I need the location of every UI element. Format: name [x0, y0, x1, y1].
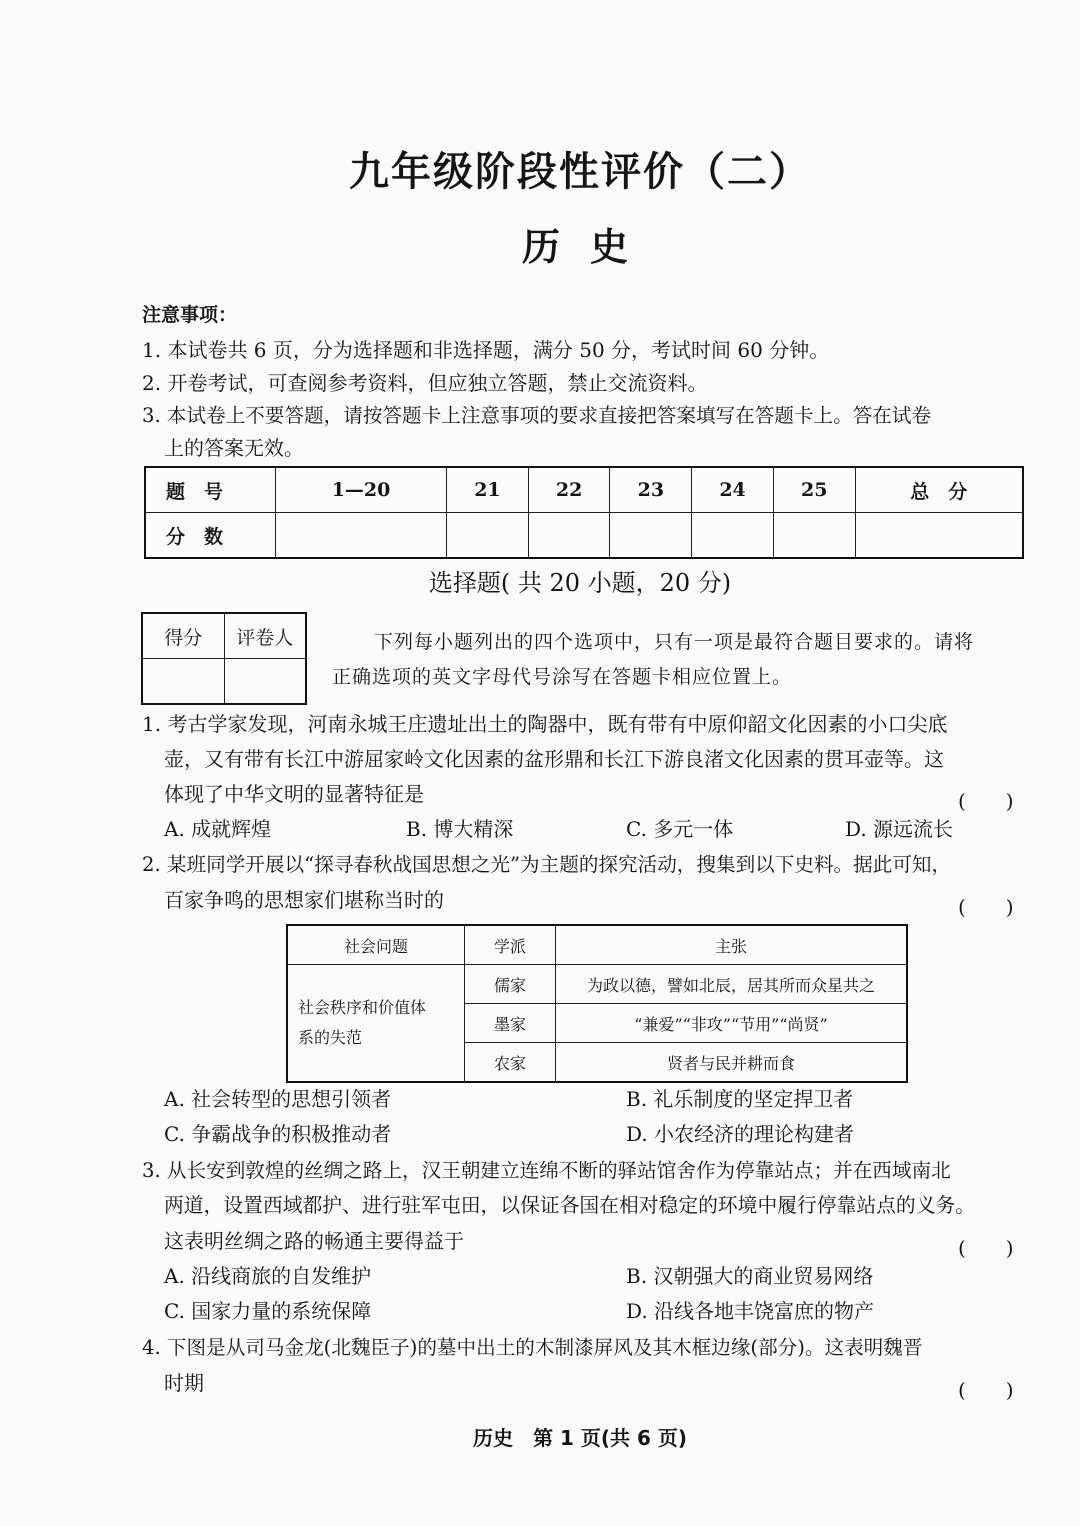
social-issue-line: 社会秩序和价值体	[298, 998, 427, 1017]
score-cell	[610, 513, 692, 559]
score-header-cell: 1—20	[276, 467, 447, 513]
option-a: A. 成就辉煌	[164, 817, 272, 841]
score-cell	[855, 513, 1023, 559]
notice-item: 2. 开卷考试，可查阅参考资料，但应独立答题，禁止交流资料。	[142, 371, 708, 395]
option-a: A. 沿线商旅的自发维护	[164, 1264, 372, 1288]
section-instruction: 正确选项的英文字母代号涂写在答题卡相应位置上。	[332, 666, 793, 688]
question-2-line: 2. 某班同学开展以“探寻春秋战国思想之光”为主题的探究活动，搜集到以下史料。据此可知，	[142, 853, 952, 876]
score-header-cell: 题 号	[145, 467, 276, 513]
option-b: B. 汉朝强大的商业贸易网络	[626, 1264, 874, 1288]
option-c: C. 国家力量的系统保障	[164, 1299, 372, 1323]
score-cell	[773, 513, 855, 559]
question-3-line: 两道，设置西域都护、进行驻军屯田，以保证各国在相对稳定的环境中履行停靠站点的义务。	[164, 1194, 976, 1217]
answer-paren: ( )	[958, 789, 1014, 813]
question-3-line: 这表明丝绸之路的畅通主要得益于	[164, 1229, 464, 1253]
question-1-line: 1. 考古学家发现，河南永城王庄遗址出土的陶器中，既有带有中原仰韶文化因素的小口尖底	[142, 712, 948, 736]
option-b: B. 博大精深	[406, 817, 514, 841]
grader-header: 得分	[142, 613, 224, 659]
question-3-line: 3. 从长安到敦煌的丝绸之路上，汉王朝建立连绵不断的驿站馆舍作为停靠站点；并在西域南北	[142, 1159, 951, 1182]
social-issue-cell	[287, 965, 465, 1083]
score-cell	[276, 513, 447, 559]
question-4-line: 4. 下图是从司马金龙(北魏臣子)的墓中出土的木制漆屏风及其木框边缘(部分)。这表明魏晋	[142, 1336, 923, 1359]
grader-cell	[224, 659, 306, 705]
school-cell: 农家	[465, 1043, 556, 1083]
view-cell: 为政以德，譬如北辰，居其所而众星共之	[556, 965, 908, 1004]
page-footer: 历史 第 1 页(共 6 页)	[473, 1426, 687, 1450]
score-cell	[528, 513, 610, 559]
option-d: D. 沿线各地丰饶富庶的物产	[626, 1299, 875, 1323]
view-cell: “兼爱”“非攻”“节用”“尚贤”	[556, 1004, 908, 1043]
score-cell	[447, 513, 529, 559]
score-header-cell: 24	[692, 467, 774, 513]
question-2-line: 百家争鸣的思想家们堪称当时的	[164, 888, 444, 912]
thinkers-header: 社会问题	[287, 925, 465, 965]
notice-item: 上的答案无效。	[164, 436, 304, 460]
notice-item: 3. 本试卷上不要答题，请按答题卡上注意事项的要求直接把答案填写在答题卡上。答在试卷	[142, 404, 932, 427]
question-1-line: 壶，又有带有长江中游屈家岭文化因素的盆形鼎和长江下游良渚文化因素的贯耳壶等。这	[164, 747, 944, 771]
thinkers-table	[286, 924, 908, 1083]
score-header-cell: 25	[773, 467, 855, 513]
answer-paren: ( )	[958, 1236, 1014, 1260]
option-b: B. 礼乐制度的坚定捍卫者	[626, 1087, 854, 1111]
score-header-cell: 总 分	[855, 467, 1023, 513]
grader-header: 评卷人	[224, 613, 306, 659]
question-1-line: 体现了中华文明的显著特征是	[164, 782, 424, 806]
option-c: C. 争霸战争的积极推动者	[164, 1122, 392, 1146]
grader-table	[141, 612, 307, 705]
thinkers-header: 学派	[465, 925, 556, 965]
answer-paren: ( )	[958, 1378, 1014, 1402]
score-header-cell: 23	[610, 467, 692, 513]
thinkers-header: 主张	[556, 925, 908, 965]
question-4-line: 时期	[164, 1371, 204, 1395]
option-d: D. 源远流长	[845, 817, 954, 841]
score-header-cell: 21	[447, 467, 529, 513]
notice-heading: 注意事项：	[142, 304, 238, 326]
section-instruction: 下列每小题列出的四个选项中，只有一项是最符合题目要求的。请将	[374, 631, 975, 653]
section-title: 选择题( 共 20 小题，20 分)	[428, 569, 732, 597]
view-cell: 贤者与民并耕而食	[556, 1043, 908, 1083]
score-cell	[692, 513, 774, 559]
grader-cell	[142, 659, 224, 705]
option-d: D. 小农经济的理论构建者	[626, 1122, 855, 1146]
subject-title: 历史	[521, 225, 658, 269]
option-a: A. 社会转型的思想引领者	[164, 1087, 392, 1111]
answer-paren: ( )	[958, 895, 1014, 919]
score-table	[144, 466, 1024, 559]
exam-title: 九年级阶段性评价（二）	[349, 149, 811, 195]
score-header-cell: 22	[528, 467, 610, 513]
social-issue-line: 系的失范	[298, 1028, 363, 1047]
option-c: C. 多元一体	[626, 817, 734, 841]
notice-item: 1. 本试卷共 6 页，分为选择题和非选择题，满分 50 分，考试时间 60 分钟。	[142, 338, 830, 362]
school-cell: 墨家	[465, 1004, 556, 1043]
school-cell: 儒家	[465, 965, 556, 1004]
score-row-label: 分 数	[145, 513, 276, 559]
